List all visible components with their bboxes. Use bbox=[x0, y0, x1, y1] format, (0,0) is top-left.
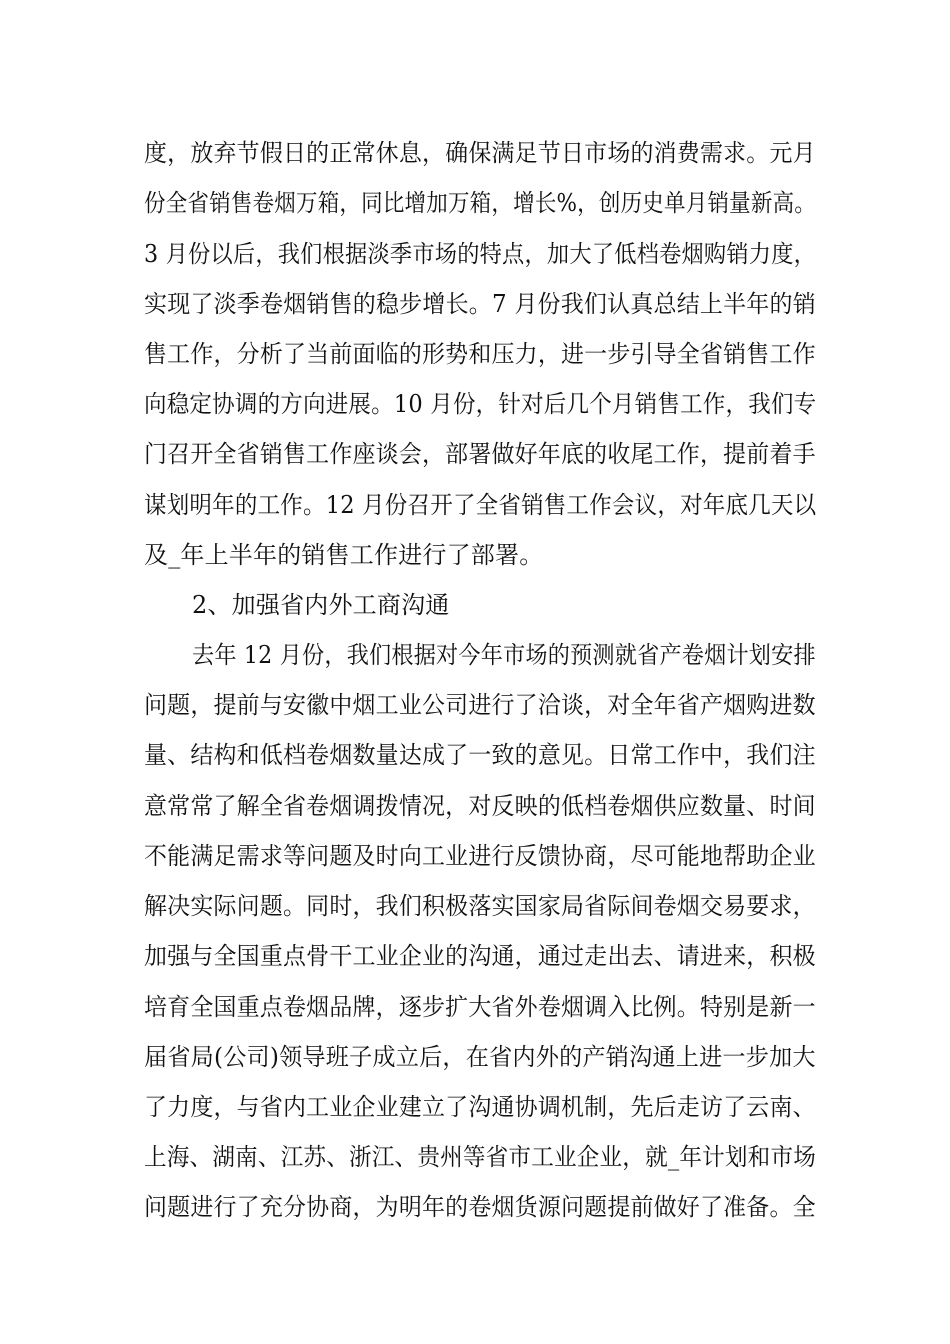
section-heading: 2、加强省内外工商沟通 bbox=[192, 591, 450, 619]
text-line: 去年 12 月份，我们根据对今年市场的预测就省产卷烟计划安排 bbox=[192, 641, 816, 669]
text-line: 解决实际问题。同时，我们积极落实国家局省际间卷烟交易要求， bbox=[144, 892, 816, 920]
text-line: 售工作，分析了当前面临的形势和压力，进一步引导全省销售工作 bbox=[144, 340, 816, 368]
text-line: 意常常了解全省卷烟调拨情况，对反映的低档卷烟供应数量、时间 bbox=[144, 792, 816, 820]
text-line: 3 月份以后，我们根据淡季市场的特点，加大了低档卷烟购销力度， bbox=[144, 240, 817, 268]
text-line: 及_年上半年的销售工作进行了部署。 bbox=[144, 541, 544, 569]
text-line: 问题进行了充分协商，为明年的卷烟货源问题提前做好了准备。全 bbox=[144, 1193, 816, 1221]
text-line: 问题，提前与安徽中烟工业公司进行了洽谈，对全年省产烟购进数 bbox=[144, 691, 816, 719]
text-line: 量、结构和低档卷烟数量达成了一致的意见。日常工作中，我们注 bbox=[144, 741, 816, 769]
text-line: 了力度，与省内工业企业建立了沟通协调机制，先后走访了云南、 bbox=[144, 1093, 816, 1121]
text-line: 门召开全省销售工作座谈会，部署做好年底的收尾工作，提前着手 bbox=[144, 440, 816, 468]
text-line: 谋划明年的工作。12 月份召开了全省销售工作会议，对年底几天以 bbox=[144, 491, 817, 519]
text-line: 不能满足需求等问题及时向工业进行反馈协商，尽可能地帮助企业 bbox=[144, 842, 816, 870]
text-line: 加强与全国重点骨干工业企业的沟通，通过走出去、请进来，积极 bbox=[144, 942, 816, 970]
text-line: 向稳定协调的方向进展。10 月份，针对后几个月销售工作，我们专 bbox=[144, 390, 817, 418]
text-line: 实现了淡季卷烟销售的稳步增长。7 月份我们认真总结上半年的销 bbox=[144, 290, 816, 318]
text-line: 届省局(公司)领导班子成立后，在省内外的产销沟通上进一步加大 bbox=[144, 1043, 816, 1071]
text-line: 上海、湖南、江苏、浙江、贵州等省市工业企业，就_年计划和市场 bbox=[144, 1143, 816, 1171]
text-line: 份全省销售卷烟万箱，同比增加万箱，增长%，创历史单月销量新高。 bbox=[144, 189, 817, 217]
text-line: 培育全国重点卷烟品牌，逐步扩大省外卷烟调入比例。特别是新一 bbox=[144, 993, 816, 1021]
text-line: 度，放弃节假日的正常休息，确保满足节日市场的消费需求。元月 bbox=[144, 139, 816, 167]
